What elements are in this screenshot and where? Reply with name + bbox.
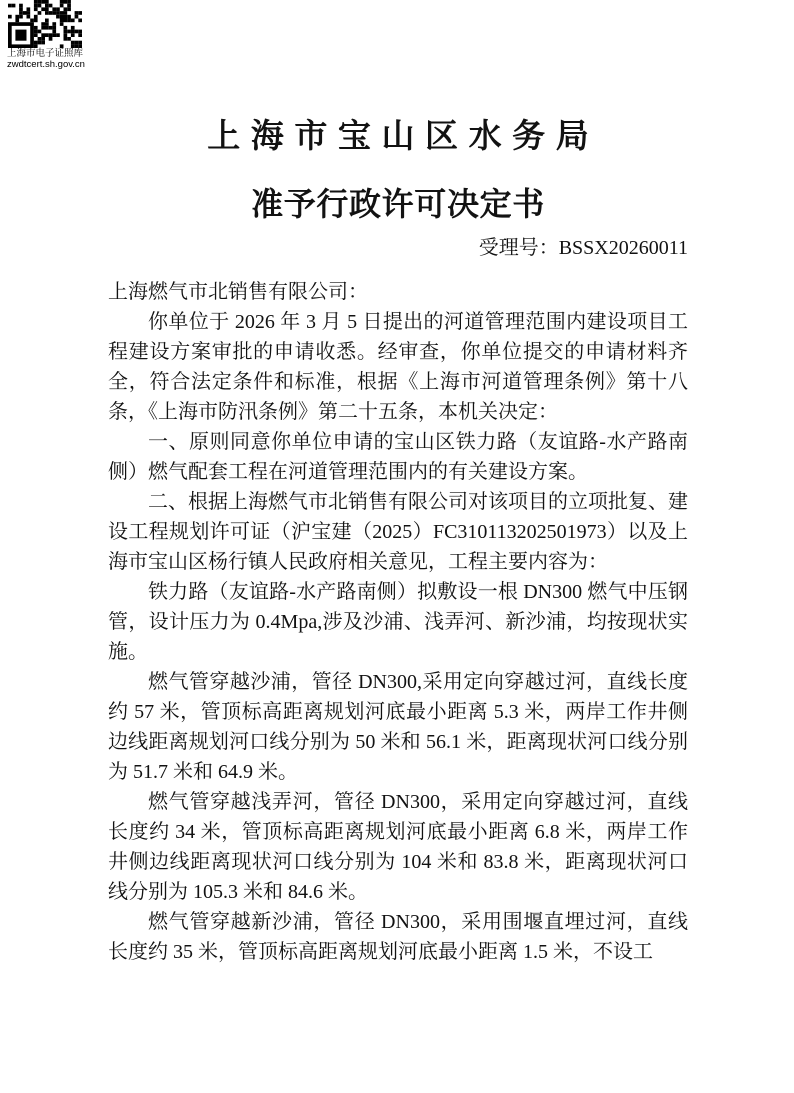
document-body bbox=[108, 277, 688, 967]
acceptance-number: 受理号：BSSX20260011 bbox=[478, 237, 688, 259]
paragraph-decision-item-2: 二、根据上海燃气市北销售有限公司对该项目的立项批复、建设工程规划许可证（沪宝建（2025）FC310113202501973）以及上海市宝山区杨行镇人民政府相关意见，工程主要内容为： bbox=[108, 491, 688, 573]
qr-caption-url: zwdtcert.sh.gov.cn bbox=[7, 59, 85, 70]
paragraph-decision-item-1: 一、原则同意你单位申请的宝山区铁力路（友谊路-水产路南侧）燃气配套工程在河道管理范围内的有关建设方案。 bbox=[108, 431, 688, 483]
paragraph-pipeline-overview: 铁力路（友谊路-水产路南侧）拟敷设一根 DN300 燃气中压钢管，设计压力为 0.4Mpa,涉及沙浦、浅弄河、新沙浦，均按现状实施。 bbox=[108, 581, 688, 663]
paragraph-crossing-shapu: 燃气管穿越沙浦，管径 DN300,采用定向穿越过河，直线长度约 57 米，管顶标高距离规划河底最小距离 5.3 米，两岸工作井侧边线距离规划河口线分别为 50 米和 56.1 米，距离现状河口线分别为 51.7 米和 64.9 米。 bbox=[108, 671, 688, 783]
org-title: 上海市宝山区水务局 bbox=[207, 119, 600, 155]
paragraph-application-received: 你单位于 2026 年 3 月 5 日提出的河道管理范围内建设项目工程建设方案审批的申请收悉。经审查，你单位提交的申请材料齐全，符合法定条件和标准，根据《上海市河道管理条例》第十八条，《上海市防汛条例》第二十五条，本机关决定： bbox=[108, 311, 688, 423]
doc-title: 准予行政许可决定书 bbox=[251, 186, 545, 222]
paragraph-crossing-xinshapu: 燃气管穿越新沙浦，管径 DN300，采用围堰直埋过河，直线长度约 35 米，管顶标高距离规划河底最小距离 1.5 米，不设工 bbox=[108, 911, 688, 963]
qr-block bbox=[6, 0, 96, 70]
qr-caption-library: 上海市电子证照库 bbox=[7, 48, 84, 59]
paragraph-crossing-qiannonghe: 燃气管穿越浅弄河，管径 DN300，采用定向穿越过河，直线长度约 34 米，管顶标高距离规划河底最小距离 6.8 米，两岸工作井侧边线距离现状河口线分别为 104 米和 83.8 米，距离现状河口线分别为 105.3 米和 84.6 米。 bbox=[108, 791, 688, 903]
salutation: 上海燃气市北销售有限公司： bbox=[108, 281, 368, 303]
qr-code-icon bbox=[8, 0, 82, 48]
